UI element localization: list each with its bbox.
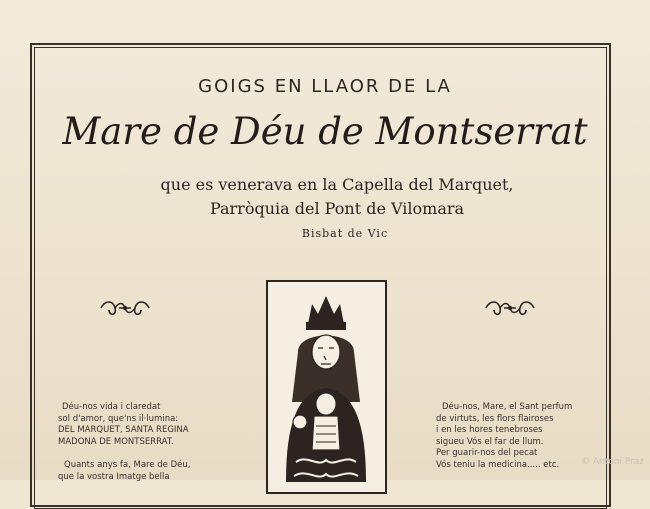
verse-line: Vós teniu la medicina..... etc. [436,459,560,470]
verse-line: de virtuts, les flors flairoses [436,413,554,424]
subtitle-chapel: que es venerava en la Capella del Marquet, [160,175,514,194]
verse-line: DEL MARQUET, SANTA REGINA [58,425,189,435]
virgin-image [266,280,387,494]
left-verse [58,402,189,448]
watermark: © Antoni Praz [580,457,644,467]
verse-line: Quants anys fa, Mare de Déu, [64,460,191,470]
heading-line: GOIGS EN LLAOR DE LA [198,76,452,97]
subtitle-parish: Parròquia del Pont de Vilomara [209,199,465,218]
verse-line: Déu-nos vida i claredat [62,402,161,412]
verse-line: sol d'amor, que'ns il·lumina: [58,413,179,424]
subtitle-diocese: Bisbat de Vic [301,227,389,240]
verse-line: MADONA DE MONTSERRAT. [58,436,174,447]
right-verse [436,402,572,471]
page-title: Mare de Déu de Montserrat [62,110,588,153]
verse-line: Per guarir-nos del pecat [436,448,538,458]
scroll-ornament-icon [97,296,153,320]
scroll-ornament-icon [482,296,538,320]
verse-line: sigueu Vós el far de llum. [436,436,544,447]
verse-line: i en les hores tenebroses [436,425,543,435]
verse-line: que la vostra Imatge bella [58,471,170,482]
verse-line: Déu-nos, Mare, el Sant perfum [442,402,573,412]
virgin-icon [268,282,385,492]
